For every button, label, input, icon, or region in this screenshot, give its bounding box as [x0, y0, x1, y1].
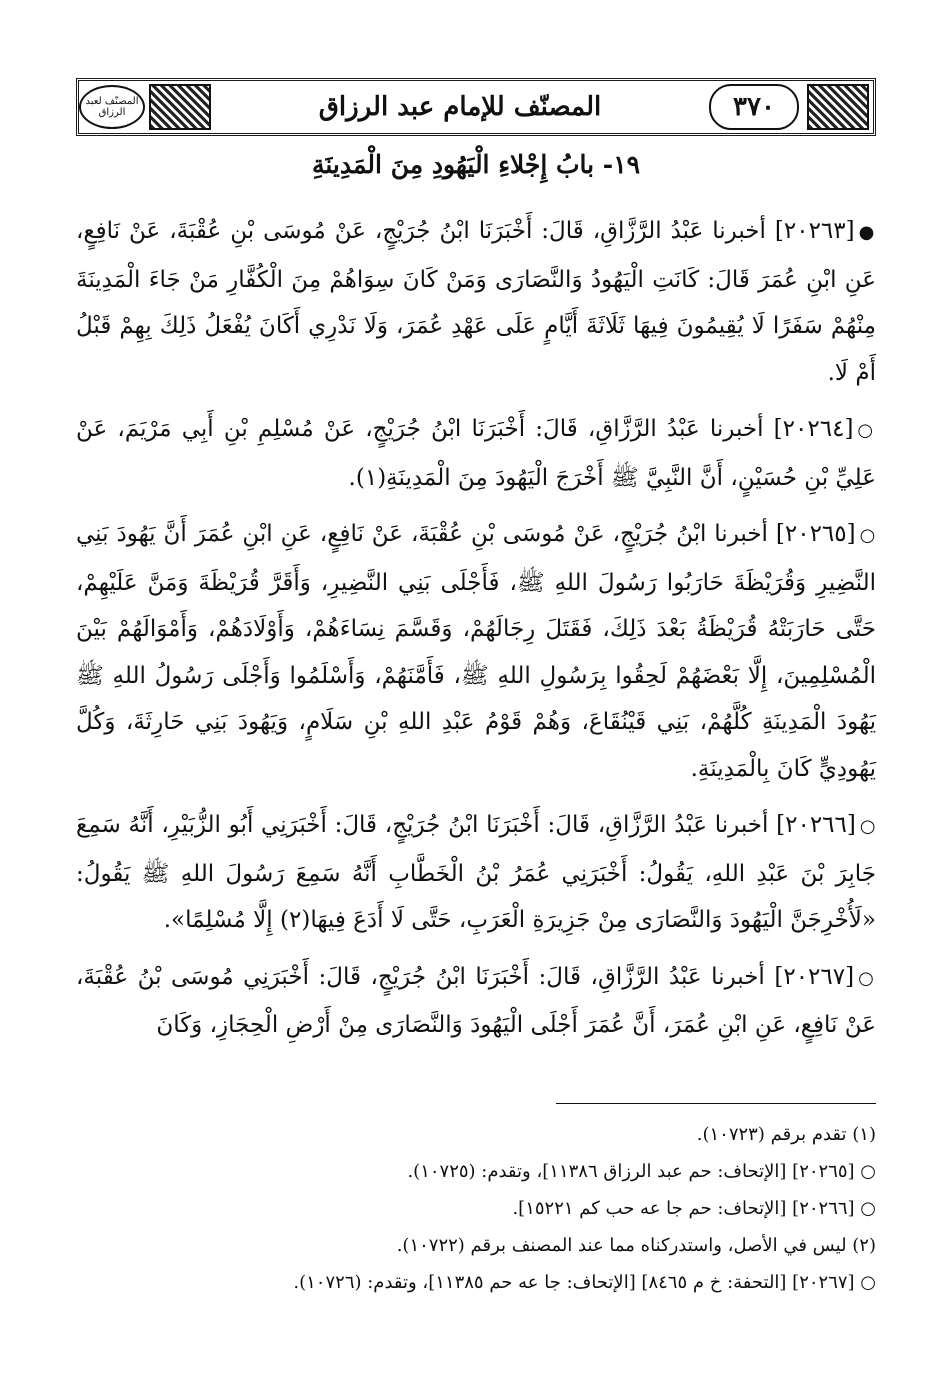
book-title: المصنّف للإمام عبد الرزاق [318, 92, 602, 122]
hadith-number: [٢٠٢٦٥] [775, 521, 856, 547]
header-right-decoration [705, 84, 873, 130]
footnote: ○ [٢٠٢٦٥] [الإتحاف: حم عبد الرزاق ١١٣٨٦]، وتقدم: (١٠٧٢٥). [407, 1161, 876, 1182]
hadith-list [76, 208, 876, 1059]
ornament-icon [807, 84, 869, 130]
chapter-heading: ١٩- بابُ إِجْلاءِ الْيَهُودِ مِنَ الْمَدِينَةِ [311, 150, 641, 179]
footnote: ○ [٢٠٢٦٧] [التحفة: خ م ٨٤٦٥] [الإتحاف: جا عه حم ١١٣٨٥]، وتقدم: (١٠٧٢٦). [293, 1272, 876, 1293]
hadith-intro: أخبرنا عَبْدُ الرَّزَّاقِ، [590, 963, 765, 990]
hadith-number: [٢٠٢٦٦] [776, 812, 856, 838]
hadith-intro: أخبرنا ابْنُ جُرَيْجٍ، [612, 521, 768, 547]
header-left-decoration [79, 84, 215, 130]
hadith-entry [76, 511, 876, 792]
hadith-marker: ● [858, 222, 876, 243]
footnote: (٢) ليس في الأصل، واستدركناه مما عند المصنف برقم (١٠٧٢٢). [396, 1235, 876, 1256]
footnotes [100, 1116, 876, 1301]
hadith-text: قَالَ: أَخْبَرَنَا ابْنُ جُرَيْجٍ، قَالَ: أَخْبَرَنِي مُوسَى بْنُ عُقْبَةَ، عَنْ نَافِعٍ، عَنِ ابْنِ عُمَرَ، أَنَّ عُمَرَ أَجْلَى الْيَهُودَ وَالنَّصَارَى مِنْ أَرْضِ الْحِجَازِ، وَكَانَ [76, 963, 876, 1038]
hadith-entry [76, 406, 876, 501]
hadith-marker: ○ [858, 967, 877, 989]
hadith-text: قَالَ: أَخْبَرَنَا ابْنُ جُرَيْجٍ، عَنْ مُسْلِمِ بْنِ أَبِي مَرْيَمَ، عَنْ عَلِيِّ بْنِ حُسَيْنٍ، أَنَّ النَّبِيَّ ﷺ أَخْرَجَ الْيَهُودَ مِنَ الْمَدِينَةِ(١). [76, 416, 876, 491]
hadith-entry [76, 208, 876, 396]
hadith-text: قَالَ: أَخْبَرَنَا ابْنُ جُرَيْجٍ، عَنْ مُوسَى بْنِ عُقْبَةَ، عَنْ نَافِعٍ، عَنِ ابْنِ عُمَرَ قَالَ: كَانَتِ الْيَهُودُ وَالنَّصَارَى وَمَنْ كَانَ سِوَاهُمْ مِنَ الْكُفَّارِ مَنْ جَاءَ الْمَدِينَةَ مِنْهُمْ سَفَرًا لَا يُقِيمُونَ فِيهَا ثَلَاثَةَ أَيَّامٍ عَلَى عَهْدِ عُمَرَ، وَلَا نَدْرِي أَكَانَ يُفْعَلُ ذَلِكَ بِهِمْ قَبْلُ أَمْ لَا. [76, 218, 876, 386]
hadith-intro: أخبرنا عَبْدُ الرَّزَّاقِ، [597, 812, 769, 838]
hadith-text: قَالَ: أَخْبَرَنَا ابْنُ جُرَيْجٍ، قَالَ: أَخْبَرَنِي أَبُو الزُّبَيْرِ، أَنَّهُ سَمِعَ جَابِرَ بْنَ عَبْدِ اللهِ، يَقُولُ: أَخْبَرَنِي عُمَرُ بْنُ الْخَطَّابِ أَنَّهُ سَمِعَ رَسُولَ اللهِ ﷺ يَقُولُ: «لَأُخْرِجَنَّ الْيَهُودَ وَالنَّصَارَى مِنْ جَزِيرَةِ الْعَرَبِ، حَتَّى لَا أَدَعَ فِيهَا(٢) إِلَّا مُسْلِمًا». [76, 812, 876, 933]
hadith-text: عَنْ مُوسَى بْنِ عُقْبَةَ، عَنْ نَافِعٍ، عَنِ ابْنِ عُمَرَ أَنَّ يَهُودَ بَنِي النَّضِيرِ وَقُرَيْظَةَ حَارَبُوا رَسُولَ اللهِ ﷺ، فَأَجْلَى بَنِي النَّضِيرِ، وَأَقَرَّ قُرَيْظَةَ وَمَنَّ عَلَيْهِمْ، حَتَّى حَارَبَتْهُ قُرَيْظَةُ بَعْدَ ذَلِكَ، فَقَتَلَ رِجَالَهُمْ، وَقَسَّمَ نِسَاءَهُمْ، وَأَوْلَادَهُمْ، وَأَمْوَالَهُمْ بَيْنَ الْمُسْلِمِينَ، إِلَّا بَعْضَهُمْ لَحِقُوا بِرَسُولِ اللهِ ﷺ، فَأَمَّنَهُمْ، وَأَسْلَمُوا وَأَجْلَى رَسُولُ اللهِ ﷺ يَهُودَ الْمَدِينَةِ كُلَّهُمْ، بَنِي قَيْنُقَاعَ، وَهُمْ قَوْمُ عَبْدِ اللهِ بْنِ سَلَامٍ، وَيَهُودَ بَنِي حَارِثَةَ، وَكُلَّ يَهُودِيٍّ كَانَ بِالْمَدِينَةِ. [76, 521, 876, 782]
hadith-intro: أخبرنا عَبْدُ الرَّزَّاقِ، [592, 218, 766, 244]
hadith-entry [76, 954, 876, 1049]
ornament-icon [149, 84, 211, 130]
footnote: ○ [٢٠٢٦٦] [الإتحاف: حم جا عه حب كم ١٥٢٢١]. [512, 1198, 876, 1219]
hadith-marker: ○ [859, 816, 876, 837]
hadith-number: [٢٠٢٦٤] [773, 416, 854, 442]
footnote-divider [556, 1103, 876, 1104]
footnote: (١) تقدم برقم (١٠٧٢٣). [696, 1124, 876, 1145]
book-emblem: المصنّف لعبد الرزاق [79, 85, 145, 129]
hadith-number: [٢٠٢٦٣] [774, 218, 855, 244]
page-header [76, 78, 876, 136]
hadith-entry [76, 802, 876, 944]
page-number: ٣٧٠ [709, 84, 799, 130]
hadith-intro: أخبرنا عَبْدُ الرَّزَّاقِ، [587, 416, 764, 442]
hadith-number: [٢٠٢٦٧] [774, 963, 855, 990]
hadith-marker: ○ [857, 420, 876, 441]
hadith-marker: ○ [859, 525, 876, 546]
